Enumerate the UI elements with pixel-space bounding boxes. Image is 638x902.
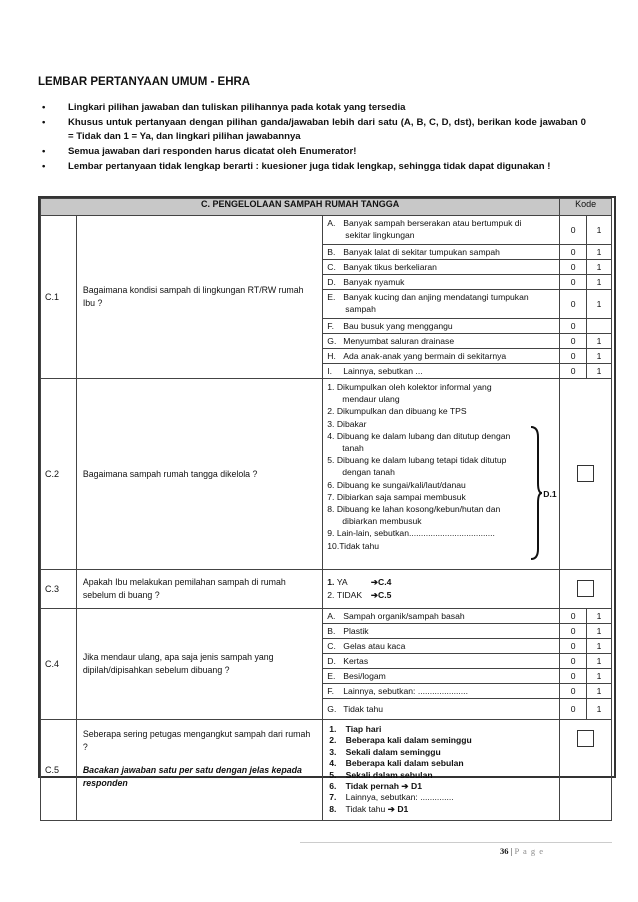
- instruction-item: • Khusus untuk pertanyaan dengan pilihan ganda/jawaban lebih dari satu (A, B, C, D, dst), berikan kode jawaban 0 = Tidak dan 1 = Ya, dan lingkari pilihan jawabannya: [42, 117, 586, 142]
- c4-row-a: [41, 609, 612, 624]
- question-number: C.5: [41, 720, 77, 821]
- answer-option: C. Gelas atau kaca: [323, 639, 560, 654]
- answer-list: [323, 379, 559, 554]
- code-no[interactable]: 0: [560, 334, 587, 349]
- question-number: C.1: [41, 216, 77, 379]
- answer-option: 4. Dibuang ke dalam lubang dan ditutup dengan tanah: [327, 430, 511, 454]
- code-yes[interactable]: 1: [587, 216, 612, 245]
- code-yes[interactable]: 1: [587, 349, 612, 364]
- code-yes[interactable]: 1: [587, 654, 612, 669]
- answer-box[interactable]: [577, 580, 594, 597]
- code-no[interactable]: 0: [560, 275, 587, 290]
- instruction-item: • Semua jawaban dari responden harus dicatat oleh Enumerator!: [42, 146, 357, 157]
- arrow-icon: ➔: [387, 803, 395, 814]
- page-title: LEMBAR PERTANYAAN UMUM - EHRA: [38, 76, 251, 88]
- answer-option: G. Menyumbat saluran drainase: [323, 334, 560, 349]
- answer-option: 7. Lainnya, sebutkan: ..............: [329, 792, 454, 803]
- answer-option: E. Banyak kucing dan anjing mendatangi tumpukan sampah: [323, 290, 560, 319]
- code-no[interactable]: 0: [560, 319, 587, 334]
- answer-option: A. Sampah organik/sampah basah: [323, 609, 560, 624]
- answer-option: D. Kertas: [323, 654, 560, 669]
- answer-option: F. Lainnya, sebutkan: .....................: [323, 684, 560, 699]
- question-cell: [76, 720, 322, 821]
- answer-option: 9. Lain-lain, sebutkan....................................: [327, 528, 495, 539]
- code-yes[interactable]: 1: [587, 609, 612, 624]
- code-yes[interactable]: 1: [587, 290, 612, 319]
- question-text: Seberapa sering petugas mengangkut sampah dari rumah ?: [82, 729, 311, 752]
- answer-option: 8. Tidak tahu ➔ D1: [329, 803, 409, 814]
- question-number: C.2: [41, 379, 77, 570]
- answer-option: 3. Dibakar: [327, 418, 367, 429]
- code-yes[interactable]: 1: [587, 275, 612, 290]
- answer-options: [323, 379, 560, 570]
- question-instruction: Bacakan jawaban satu per satu dengan jelas kepada responden: [82, 765, 302, 788]
- instruction-list: [38, 101, 586, 175]
- answer-option: 3. Sekali dalam seminggu: [329, 746, 441, 757]
- section-header: C. PENGELOLAAN SAMPAH RUMAH TANGGA: [41, 199, 560, 216]
- code-yes[interactable]: 1: [587, 334, 612, 349]
- answer-box-cell: [560, 570, 612, 609]
- instruction-item: • Lembar pertanyaan tidak lengkap berarti : kuesioner juga tidak lengkap, sehingga tidak dapat digunakan !: [42, 161, 551, 172]
- arrow-icon: ➔: [401, 781, 409, 792]
- answer-box[interactable]: [577, 730, 594, 747]
- page-label: P a g e: [514, 846, 545, 856]
- question-number: C.4: [41, 609, 77, 720]
- code-yes[interactable]: 1: [587, 245, 612, 260]
- c1-row-a: [41, 216, 612, 245]
- question-text: Jika mendaur ulang, apa saja jenis sampah yang dipilah/dipisahkan sebelum dibuang ?: [76, 609, 322, 720]
- answer-option: 6. Tidak pernah ➔ D1: [329, 781, 422, 792]
- questionnaire-table: [40, 198, 612, 821]
- answer-option: E. Besi/logam: [323, 669, 560, 684]
- skip-label: D.1: [543, 489, 557, 499]
- kode-header: Kode: [560, 199, 612, 216]
- footer-separator: |: [510, 846, 513, 856]
- answer-option: 1. YA ➔C.4: [327, 577, 392, 587]
- section-header-row: [41, 199, 612, 216]
- brace-icon: [529, 425, 543, 561]
- answer-option: 2. Beberapa kali dalam seminggu: [329, 735, 472, 746]
- c3-row: [41, 570, 612, 609]
- question-text: Apakah Ibu melakukan pemilahan sampah di rumah sebelum di buang ?: [76, 570, 322, 609]
- answer-option: G. Tidak tahu: [323, 699, 560, 720]
- question-text: Bagaimana kondisi sampah di lingkungan RT/RW rumah Ibu ?: [76, 216, 322, 379]
- code-no[interactable]: 0: [560, 699, 587, 720]
- answer-option: 5. Sekali dalam sebulan: [329, 769, 433, 780]
- question-number: C.3: [41, 570, 77, 609]
- c5-row: [41, 720, 612, 821]
- code-yes[interactable]: 1: [587, 669, 612, 684]
- arrow-icon: ➔: [370, 590, 379, 600]
- answer-option: B. Banyak lalat di sekitar tumpukan sampah: [323, 245, 560, 260]
- page-footer: [500, 846, 544, 856]
- question-text: Bagaimana sampah rumah tangga dikelola ?: [76, 379, 322, 570]
- code-no[interactable]: 0: [560, 624, 587, 639]
- answer-option: 5. Dibuang ke dalam lubang tetapi tidak ditutup dengan tanah: [327, 455, 507, 478]
- answer-option: I. Lainnya, sebutkan ...: [323, 364, 560, 379]
- answer-box[interactable]: [577, 465, 594, 482]
- answer-option: 4. Beberapa kali dalam sebulan: [329, 758, 464, 769]
- c2-row: [41, 379, 612, 570]
- code-yes[interactable]: 1: [587, 684, 612, 699]
- code-no[interactable]: 0: [560, 669, 587, 684]
- code-no[interactable]: 0: [560, 216, 587, 245]
- code-yes[interactable]: [587, 319, 612, 334]
- code-yes[interactable]: 1: [587, 364, 612, 379]
- code-no[interactable]: 0: [560, 364, 587, 379]
- answer-option: H. Ada anak-anak yang bermain di sekitarnya: [323, 349, 560, 364]
- answer-box-cell: [560, 720, 612, 821]
- answer-option: F. Bau busuk yang menggangu: [323, 319, 560, 334]
- answer-option: 7. Dibiarkan saja sampai membusuk: [327, 491, 466, 502]
- code-no[interactable]: 0: [560, 290, 587, 319]
- answer-option: 2. Dikumpulkan dan dibuang ke TPS: [327, 406, 467, 417]
- code-no[interactable]: 0: [560, 684, 587, 699]
- code-no[interactable]: 0: [560, 639, 587, 654]
- code-no[interactable]: 0: [560, 654, 587, 669]
- answer-options: [323, 570, 560, 609]
- answer-option: 8. Dibuang ke lahan kosong/kebun/hutan dan dibiarkan membusuk: [327, 504, 501, 527]
- code-yes[interactable]: 1: [587, 699, 612, 720]
- answer-options: [323, 720, 560, 821]
- footer-divider: [300, 842, 612, 843]
- answer-option: 2. TIDAK ➔C.5: [327, 590, 392, 600]
- answer-option: A. Banyak sampah berserakan atau bertumpuk di sekitar lingkungan: [323, 216, 560, 245]
- code-yes[interactable]: 1: [587, 260, 612, 275]
- answer-option: D. Banyak nyamuk: [323, 275, 560, 290]
- code-no[interactable]: 0: [560, 609, 587, 624]
- code-no[interactable]: 0: [560, 245, 587, 260]
- page-number: 36: [500, 846, 509, 856]
- answer-option: 1. Tiap hari: [329, 724, 382, 734]
- answer-box-cell: [560, 379, 612, 570]
- answer-option: 1. Dikumpulkan oleh kolektor informal yang mendaur ulang: [327, 382, 492, 405]
- code-no[interactable]: 0: [560, 349, 587, 364]
- code-no[interactable]: 0: [560, 260, 587, 275]
- answer-option: 10.Tidak tahu: [327, 540, 380, 551]
- code-yes[interactable]: 1: [587, 639, 612, 654]
- code-yes[interactable]: 1: [587, 624, 612, 639]
- arrow-icon: ➔: [370, 577, 379, 587]
- answer-option: 6. Dibuang ke sungai/kali/laut/danau: [327, 479, 466, 490]
- instruction-item: • Lingkari pilihan jawaban dan tuliskan pilihannya pada kotak yang tersedia: [42, 102, 406, 113]
- answer-option: C. Banyak tikus berkeliaran: [323, 260, 560, 275]
- answer-option: B. Plastik: [323, 624, 560, 639]
